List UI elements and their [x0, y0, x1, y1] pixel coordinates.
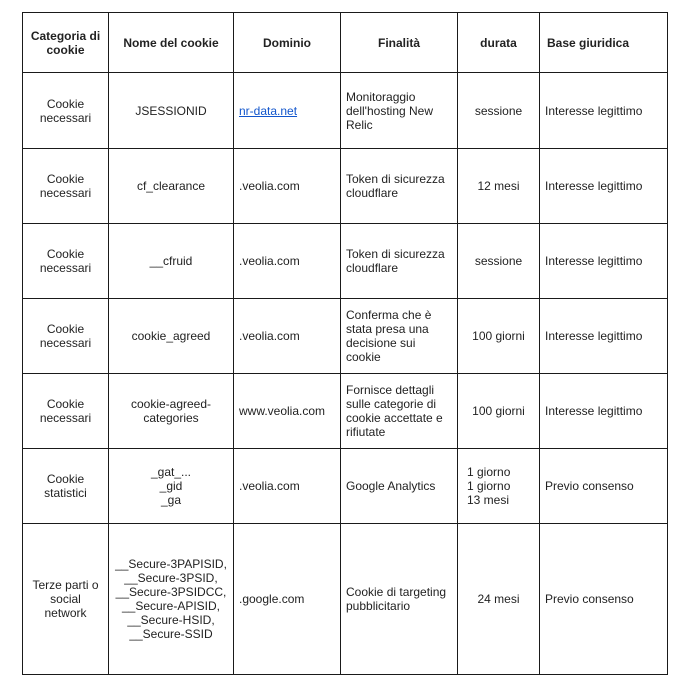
duration-value: sessione [474, 254, 523, 268]
table-row [23, 224, 668, 299]
cell-nome [109, 224, 234, 299]
cookie-name: _gat_... [150, 465, 192, 479]
duration-value: sessione [474, 103, 523, 118]
cell-categoria: Cookie necessari [23, 73, 109, 149]
header-base-giuridica: Base giuridica [540, 13, 668, 73]
cell-nome [109, 524, 234, 675]
table-row [23, 524, 668, 675]
cell-categoria: Cookie statistici [23, 449, 109, 524]
cookie-name: cf_clearance [136, 179, 206, 193]
domain-link[interactable]: nr-data.net [239, 103, 298, 118]
header-nome: Nome del cookie [109, 13, 234, 73]
cookie-name: __Secure-3PSID, [124, 571, 218, 585]
cell-nome [109, 449, 234, 524]
cookie-name: cookie-agreed-categories [130, 397, 212, 425]
cell-finalita: Fornisce dettagli sulle categorie di cookie accettate e rifiutate [341, 374, 458, 449]
cell-finalita: Token di sicurezza cloudflare [341, 149, 458, 224]
cell-dominio [234, 73, 341, 149]
header-finalita: Finalità [341, 13, 458, 73]
duration-value: 24 mesi [477, 592, 520, 606]
header-categoria: Categoria di cookie [23, 13, 109, 73]
cookie-name: _gid [159, 479, 183, 493]
cell-dominio: .veolia.com [234, 449, 341, 524]
cell-nome [109, 73, 234, 149]
duration-value: 13 mesi [467, 493, 510, 507]
cell-dominio: .veolia.com [234, 299, 341, 374]
table-header-row [23, 13, 668, 73]
duration-value: 1 giorno [467, 465, 511, 479]
cookie-name: __Secure-3PAPISID, [115, 557, 227, 571]
duration-value: 100 giorni [472, 404, 525, 418]
cell-finalita: Google Analytics [341, 449, 458, 524]
cookie-name: __Secure-APISID, [121, 599, 221, 613]
cell-base-giuridica: Interesse legittimo [540, 224, 668, 299]
cell-durata [458, 224, 540, 299]
header-durata: durata [458, 13, 540, 73]
table-row [23, 299, 668, 374]
cookie-name: __Secure-3PSIDCC, [115, 585, 227, 599]
cookie-name: cookie_agreed [131, 329, 211, 343]
cell-durata [458, 524, 540, 675]
cell-nome [109, 299, 234, 374]
cell-finalita: Cookie di targeting pubblicitario [341, 524, 458, 675]
duration-value: 100 giorni [472, 329, 525, 343]
table-row [23, 73, 668, 149]
cell-nome [109, 149, 234, 224]
cell-categoria: Cookie necessari [23, 224, 109, 299]
table-row [23, 149, 668, 224]
cookie-name: JSESSIONID [135, 103, 207, 118]
cell-finalita: Monitoraggio dell'hosting New Relic [341, 73, 458, 149]
cell-dominio: www.veolia.com [234, 374, 341, 449]
cell-nome [109, 374, 234, 449]
cell-base-giuridica: Interesse legittimo [540, 73, 668, 149]
cell-base-giuridica: Previo consenso [540, 449, 668, 524]
cell-base-giuridica: Previo consenso [540, 524, 668, 675]
table-row [23, 449, 668, 524]
cell-base-giuridica: Interesse legittimo [540, 374, 668, 449]
cell-base-giuridica: Interesse legittimo [540, 149, 668, 224]
cell-dominio: .google.com [234, 524, 341, 675]
cell-categoria: Cookie necessari [23, 149, 109, 224]
cookie-name: __cfruid [149, 254, 193, 268]
cell-categoria: Cookie necessari [23, 299, 109, 374]
cell-finalita: Token di sicurezza cloudflare [341, 224, 458, 299]
cell-dominio: .veolia.com [234, 149, 341, 224]
cell-durata [458, 149, 540, 224]
cell-finalita: Conferma che è stata presa una decisione sui cookie [341, 299, 458, 374]
cell-categoria: Terze parti o social network [23, 524, 109, 675]
duration-value: 12 mesi [477, 179, 520, 193]
cookie-table [22, 12, 668, 675]
cell-durata [458, 374, 540, 449]
cookie-name: _ga [160, 493, 182, 507]
cell-dominio: .veolia.com [234, 224, 341, 299]
cell-durata [458, 73, 540, 149]
cell-durata [458, 299, 540, 374]
cookie-table-container [22, 12, 668, 675]
cell-durata [458, 449, 540, 524]
table-row [23, 374, 668, 449]
cookie-name: __Secure-HSID, [127, 613, 215, 627]
duration-value: 1 giorno [467, 479, 511, 493]
cookie-name: __Secure-SSID [129, 627, 213, 641]
cell-categoria: Cookie necessari [23, 374, 109, 449]
header-dominio: Dominio [234, 13, 341, 73]
cell-base-giuridica: Interesse legittimo [540, 299, 668, 374]
